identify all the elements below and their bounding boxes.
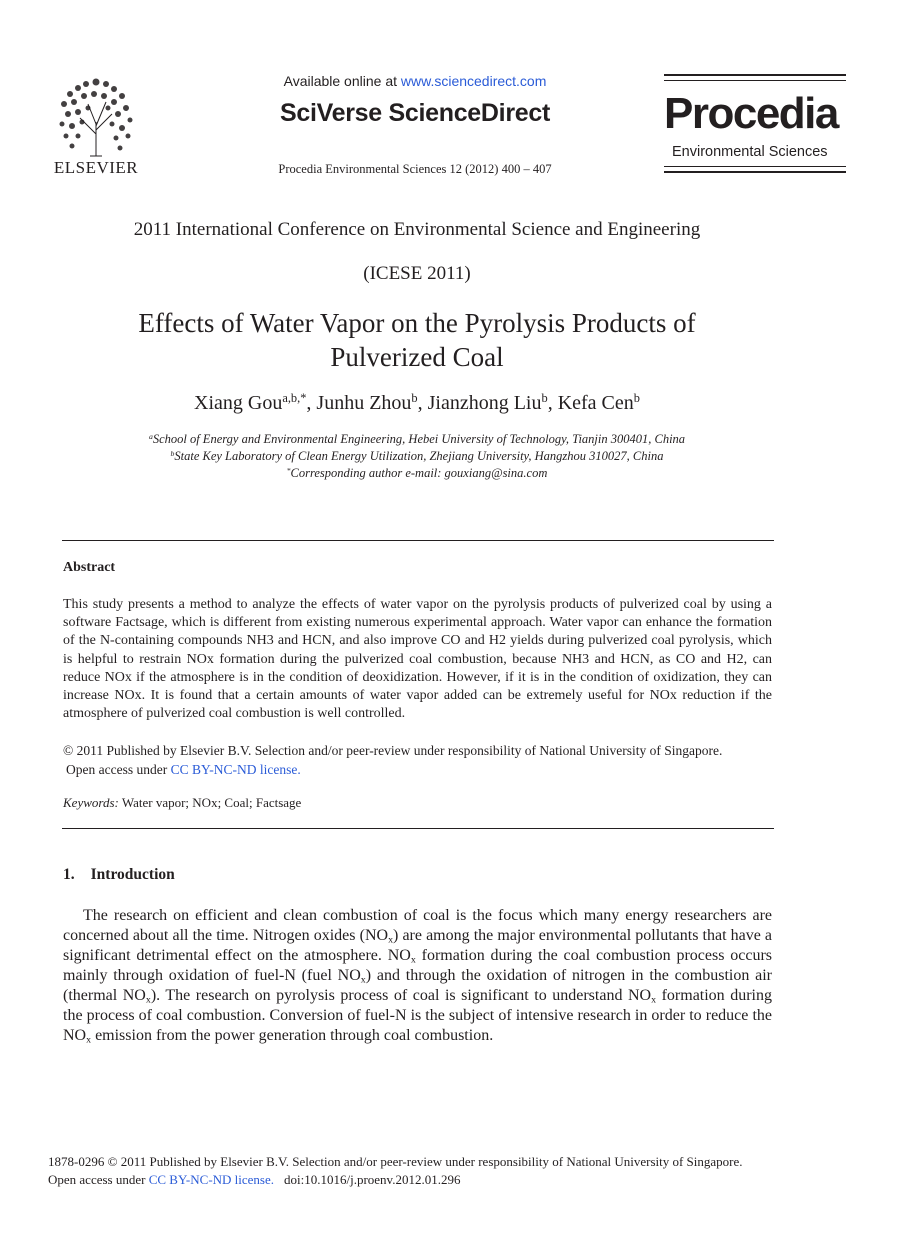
sciverse-title: SciVerse ScienceDirect bbox=[280, 99, 550, 127]
affiliation-text: School of Energy and Environmental Engineering, Hebei University of Technology, Tianjin 300401, China bbox=[152, 432, 686, 446]
nox-subscript: x bbox=[86, 1034, 92, 1046]
intro-text-4: ) and through the oxidation of nitrogen in the combustion air (thermal NO bbox=[63, 967, 772, 1004]
footer-doi: doi:10.1016/j.proenv.2012.01.296 bbox=[284, 1172, 461, 1187]
author-list bbox=[0, 392, 834, 415]
intro-text-5: ). The research on pyrolysis process of coal is significant to understand NO bbox=[150, 987, 652, 1004]
author-name: Kefa Cen bbox=[557, 392, 634, 414]
author-name: Junhu Zhou bbox=[316, 392, 412, 414]
affiliation-b bbox=[0, 448, 834, 465]
paper-title bbox=[0, 306, 834, 374]
abstract-copyright: © 2011 Published by Elsevier B.V. Selection and/or peer-review under responsibility of National University of Singapore. bbox=[63, 743, 723, 758]
elsevier-tree-icon bbox=[50, 74, 142, 158]
affiliations bbox=[0, 431, 834, 482]
open-access-prefix: Open access under bbox=[66, 762, 171, 777]
available-online-prefix: Available online at bbox=[283, 73, 401, 89]
footer-open-access bbox=[48, 1172, 878, 1188]
intro-text-1: The research on efficient and clean combustion of coal is the focus which many energy researchers are concerned about all the time. Nitrogen oxides (NO bbox=[63, 907, 772, 944]
nox-subscript: x bbox=[651, 994, 657, 1006]
nox-subscript: x bbox=[145, 994, 151, 1006]
corresponding-author bbox=[0, 465, 834, 482]
affiliation-sup: a bbox=[148, 431, 153, 441]
procedia-bottom-rule bbox=[664, 171, 846, 173]
procedia-top-rule-thin bbox=[664, 80, 846, 81]
footer-copyright: 1878-0296 © 2011 Published by Elsevier B.V. Selection and/or peer-review under responsibility of National University of Singapore. bbox=[48, 1154, 743, 1169]
author-separator: , bbox=[306, 392, 317, 414]
paper-title-line-1: Effects of Water Vapor on the Pyrolysis Products of bbox=[138, 308, 696, 338]
abstract-top-rule bbox=[62, 540, 774, 541]
footer-open-access-prefix: Open access under bbox=[48, 1172, 149, 1187]
introduction-paragraph bbox=[63, 906, 772, 1046]
author-affil-sup: b bbox=[633, 391, 640, 406]
author-affil-sup: b bbox=[411, 391, 418, 406]
procedia-subtitle: Environmental Sciences bbox=[672, 144, 828, 160]
section-title: Introduction bbox=[90, 866, 175, 883]
keywords bbox=[63, 795, 763, 811]
conference-name: 2011 International Conference on Environmental Science and Engineering bbox=[133, 219, 701, 240]
keywords-label: Keywords: bbox=[63, 795, 119, 810]
author-separator: , bbox=[547, 392, 558, 414]
affiliation-sup: b bbox=[170, 448, 175, 458]
affiliation-sup: * bbox=[286, 465, 291, 475]
affiliation-text: Corresponding author e-mail: gouxiang@sina.com bbox=[290, 466, 548, 480]
author-name: Xiang Gou bbox=[194, 392, 283, 414]
procedia-logo bbox=[664, 74, 846, 178]
affiliation-text: State Key Laboratory of Clean Energy Utilization, Zhejiang University, Hangzhou 310027, China bbox=[174, 449, 664, 463]
procedia-title: Procedia bbox=[664, 89, 838, 138]
abstract-bottom-rule bbox=[62, 828, 774, 829]
abstract-open-access bbox=[66, 762, 766, 778]
author-affil-sup: b bbox=[541, 391, 548, 406]
section-heading-introduction bbox=[63, 866, 175, 884]
elsevier-logo bbox=[50, 74, 142, 178]
procedia-top-rule bbox=[664, 74, 846, 76]
conference-acronym: (ICESE 2011) bbox=[363, 263, 471, 284]
section-number: 1. bbox=[63, 866, 75, 883]
author-separator: , bbox=[417, 392, 428, 414]
journal-citation: Procedia Environmental Sciences 12 (2012) 400 – 407 bbox=[278, 162, 552, 176]
sciencedirect-link[interactable]: www.sciencedirect.com bbox=[400, 73, 547, 89]
affiliation-a bbox=[0, 431, 834, 448]
available-online bbox=[230, 73, 600, 89]
abstract-text: This study presents a method to analyze the effects of water vapor on the pyrolysis products of pulverized coal by using a software Factsage, which is different from existing numerous experimental approach. Water vapor can enhance the formation of the N-containing compounds NH3 and HCN, and also improve CO and H2 yields during pulverized coal pyrolysis, which is helpful to restrain NOx formation during the pulverized coal combustion, because NH3 and HCN, as CO and H2, can reduce NOx if the atmosphere is in the condition of deoxidization. However, if it is in the condition of oxidization, they can increase NOx. It is found that a certain amounts of water vapor added can be extremely useful for NOx reduction if the atmosphere of pulverized coal combustion is well controlled. bbox=[63, 597, 772, 722]
nox-subscript: x bbox=[360, 974, 366, 986]
paper-title-line-2: Pulverized Coal bbox=[330, 342, 504, 372]
intro-text-3: formation during the coal combustion process occurs mainly through oxidation of fuel-N (fuel NO bbox=[63, 947, 773, 984]
intro-text-7: emission from the power generation through coal combustion. bbox=[91, 1027, 494, 1044]
nox-subscript: x bbox=[410, 954, 416, 966]
intro-text-6: formation during the process of coal combustion. Conversion of fuel-N is the subject of intensive research in order to reduce the NO bbox=[63, 987, 772, 1044]
author-name: Jianzhong Liu bbox=[427, 392, 542, 414]
intro-text-2: ) are among the major environmental pollutants that have a significant detrimental effect on the atmosphere. NO bbox=[63, 927, 773, 964]
author-affil-sup: a,b,* bbox=[282, 391, 307, 406]
footer-cc-license-link[interactable]: CC BY-NC-ND license. bbox=[148, 1172, 275, 1187]
elsevier-wordmark: ELSEVIER bbox=[53, 158, 139, 177]
keywords-list: Water vapor; NOx; Coal; Factsage bbox=[118, 795, 302, 810]
cc-license-link[interactable]: CC BY-NC-ND license. bbox=[170, 762, 301, 777]
abstract-heading: Abstract bbox=[63, 560, 116, 575]
procedia-bottom-rule-thin bbox=[664, 166, 846, 167]
nox-subscript: x bbox=[388, 934, 394, 946]
